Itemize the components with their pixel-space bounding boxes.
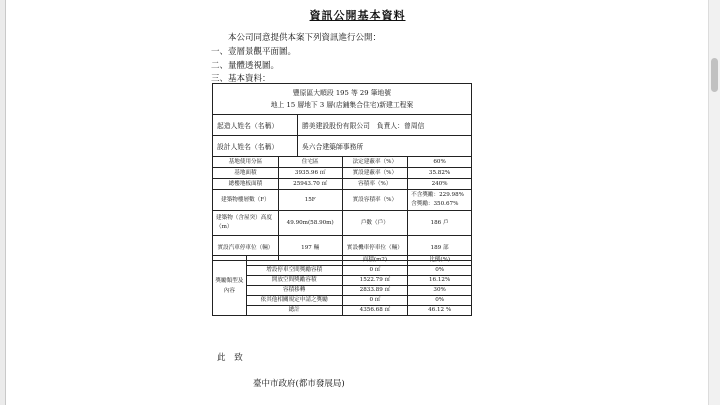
height-label: 建築物（含屋突）高度（m） <box>213 211 279 236</box>
bonus-area: 2833.89 ㎡ <box>342 286 408 296</box>
applicant-label: 起造人姓名（名稱） <box>213 115 298 136</box>
project-cell <box>213 84 472 115</box>
bonus-total-ratio: 46.12 % <box>408 306 472 316</box>
actual-coverage-label: 實設建蔽率（%） <box>342 168 408 179</box>
actual-far-value <box>408 190 472 211</box>
bonus-name: 容積移轉 <box>246 286 342 296</box>
bonus-ratio: 16.12% <box>408 276 472 286</box>
table-row <box>213 296 472 306</box>
floors-value: 15F <box>278 190 342 211</box>
table-row <box>213 179 472 190</box>
floors-label: 建築物樓層數（F） <box>213 190 279 211</box>
bonus-area: 0 ㎡ <box>342 296 408 306</box>
table-row <box>213 256 472 266</box>
applicant-value: 勝美建設股份有限公司 負責人：曾周信 <box>298 115 472 136</box>
bonus-ratio: 0% <box>408 266 472 276</box>
item-2: 二、量體透視圖。 <box>211 61 280 71</box>
project-line-1: 豐原區大順段 195 等 29 筆地號 <box>292 89 392 97</box>
table-row <box>213 266 472 276</box>
legal-coverage-value: 60% <box>408 157 472 168</box>
far-value: 240% <box>408 179 472 190</box>
bonus-category: 獎勵類型及內容 <box>213 256 247 316</box>
table-row <box>213 190 472 211</box>
closing-text: 此 致 <box>217 353 246 363</box>
bonus-ratio-header: 比例(%) <box>408 256 472 266</box>
recipient-text: 臺中市政府(都市發展局) <box>253 379 345 389</box>
floor-area-value: 25943.70 ㎡ <box>278 179 342 190</box>
zoning-label: 基地使用分區 <box>213 157 279 168</box>
far-with-bonus: 含獎勵：350.67% <box>411 201 459 207</box>
table-row <box>213 286 472 296</box>
page-title: 資訊公開基本資料 <box>309 9 406 22</box>
project-line-2: 地上 15 層地下 3 層(店鋪集合住宅)新建工程案 <box>270 101 414 109</box>
far-label: 容積率（%） <box>342 179 408 190</box>
legal-coverage-label: 法定建蔽率（%） <box>342 157 408 168</box>
floor-area-label: 總樓地板面積 <box>213 179 279 190</box>
bonus-name: 依其他相關規定申請之獎勵 <box>246 296 342 306</box>
designer-value: 吳六合建築師事務所 <box>298 136 472 157</box>
bonus-ratio: 30% <box>408 286 472 296</box>
bonus-table <box>212 255 472 316</box>
table-row <box>213 306 472 316</box>
actual-far-label: 實設容積率（%） <box>342 190 408 211</box>
bonus-header-blank <box>246 256 342 266</box>
document-page <box>5 0 710 405</box>
item-3: 三、基本資料： <box>211 74 271 84</box>
scooter-parking-value: 189 部 <box>408 236 472 261</box>
units-value: 186 戶 <box>408 211 472 236</box>
site-area-value: 3935.96 ㎡ <box>278 168 342 179</box>
bonus-area: 1522.79 ㎡ <box>342 276 408 286</box>
car-parking-value: 197 輛 <box>278 236 342 261</box>
zoning-value: 住宅區 <box>278 157 342 168</box>
units-label: 戶數（戶） <box>342 211 408 236</box>
actual-coverage-value: 35.82% <box>408 168 472 179</box>
basic-info-table <box>212 156 472 261</box>
bonus-area: 0 ㎡ <box>342 266 408 276</box>
table-row <box>213 168 472 179</box>
car-parking-label: 實設汽車停車位（輛） <box>213 236 279 261</box>
table-row <box>213 157 472 168</box>
table-row <box>213 211 472 236</box>
bonus-name: 開放空間獎勵容積 <box>246 276 342 286</box>
table-row <box>213 276 472 286</box>
project-table <box>212 83 472 157</box>
scrollbar-thumb[interactable] <box>711 58 718 92</box>
bonus-total-area: 4356.68 ㎡ <box>342 306 408 316</box>
designer-label: 設計人姓名（名稱） <box>213 136 298 157</box>
bonus-total-label: 總計 <box>246 306 342 316</box>
bonus-ratio: 0% <box>408 296 472 306</box>
site-area-label: 基地面積 <box>213 168 279 179</box>
height-value: 49.90m(58.90m) <box>278 211 342 236</box>
far-without-bonus: 不含獎勵：229.98% <box>411 192 464 198</box>
bonus-area-header: 面積(m2) <box>342 256 408 266</box>
item-1: 一、壹層景觀平面圖。 <box>211 47 297 57</box>
vertical-scrollbar[interactable] <box>708 0 720 405</box>
scooter-parking-label: 實設機車停車位（輛） <box>342 236 408 261</box>
intro-text: 本公司同意提供本案下列資訊進行公開： <box>228 33 382 43</box>
bonus-name: 增設停車空間獎勵容積 <box>246 266 342 276</box>
